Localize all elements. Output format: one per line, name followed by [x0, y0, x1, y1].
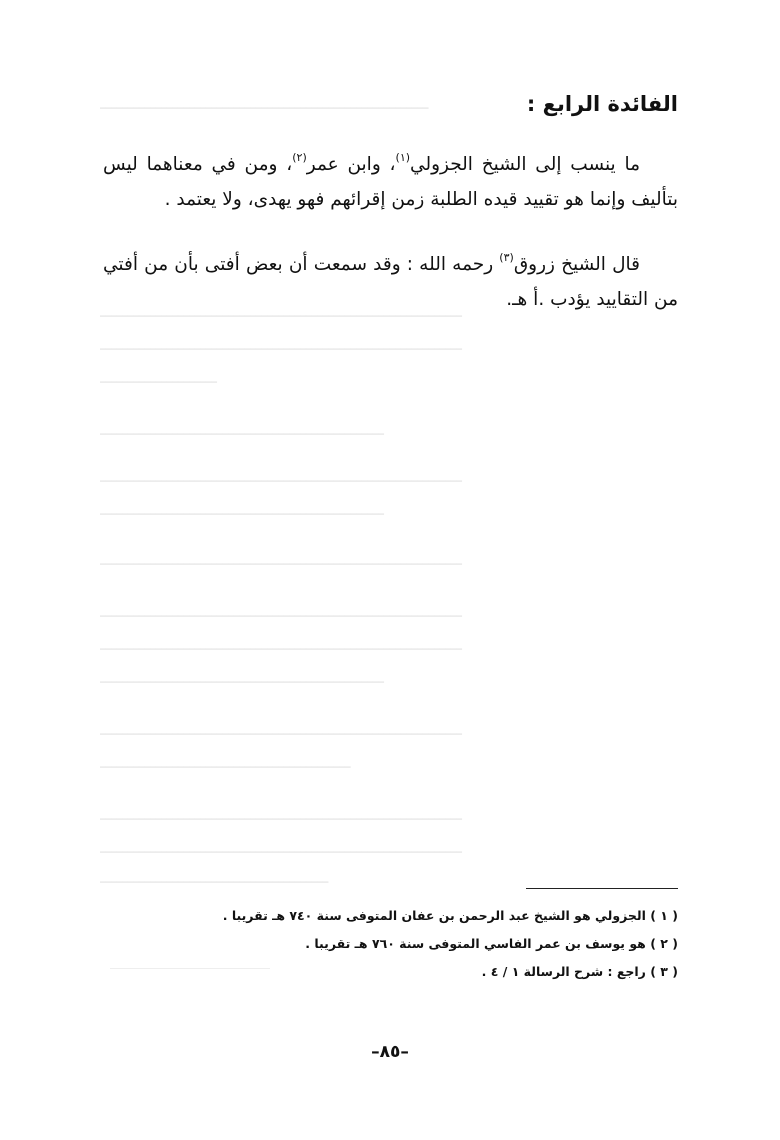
section-heading: الفائدة الرابع : — [526, 92, 678, 116]
paragraph-text: ، ومن في معناهما ليس بتأليف وإنما هو تقييد قيده الطلبة زمن إقرائهم فهو يهدى، ولا يعتمد . — [103, 154, 678, 210]
paragraph-text: ، وابن عمر — [306, 154, 396, 175]
footnote-marker-3: (٣) — [499, 251, 514, 264]
footnote-3: ( ٣ ) راجع : شرح الرسالة ١ / ٤ . — [481, 964, 678, 979]
body-paragraph-2 — [103, 247, 678, 317]
footnote-separator — [526, 888, 678, 889]
footnote-2: ( ٢ ) هو يوسف بن عمر الفاسي المتوفى سنة ٧٦٠ هـ تقريبا . — [305, 936, 678, 951]
paragraph-text: قال الشيخ زروق — [513, 254, 640, 275]
footnote-marker-2: (٢) — [292, 151, 307, 164]
document-page: ـــــــــــــــــــــــــــــــــــــــــــــــــــــــــــ ـــــــــــــــــــــــــــــــــــــــــــــــــــــــــــــــــ ـــــــــــــــــــــــــــــــــــــــــــــــــــــــــــــــــ ـــــــــــــــــــــ ـــــــــــــــــــــــــــــــــــــــــــــــــــ ـــــــــــــــــــــــــــــــــــــــــــــــــــــــــــــــــ ـــــــــــــــــــــــــــــــــــــــــــــــــــ ـــــــــــــــــــــــــــــــــــــــــــــــــــــــــــــــــ ـــــــــــــــــــــــــــــــــــــــــــــــــــــــــــــــــ ـــــــــــــــــــــــــــــــــــــــــــــــــــــــــــــــــ ـــــــــــــــــــــــــــــــــــــــــــــــــــ ـــــــــــــــــــــــــــــــــــــــــــــــــــــــــــــــــ ـــــــــــــــــــــــــــــــــــــــــــــ ـــــــــــــــــــــــــــــــــــــــــــــــــــــــــــــــــ ـــــــــــــــــــــــــــــــــــــــــــــــــــــــــــــــــ ـــــــــــــــــــــــــــــــــــــــــ الفائدة الرابع : ما ينسب إلى الشيخ الجزولي$^{(١)}$، وابن عمر$^{(٢)}$، ومن في معناهما ليس بتأليف وإنما هو تقييد قيده الطلبة زمن إقرائهم فهو يهدى، ولا يعتمد . قال الشيخ زروق$^{(٣)}$ رحمه الله : وقد سمعت أن بعض أفتى بأن من أفتي من التقاييد يؤدب .أ هـ. ( ١ ) الجزولي هو الشيخ عبد الرحمن بن عفان المتوفى سنة ٧٤٠ هـ تقريبا . ( ٢ ) هو يوسف بن عمر الفاسي المتوفى سنة ٧٦٠ هـ تقريبا . ( ٣ ) راجع : شرح الرسالة ١ / ٤ . –٨٥– — [0, 0, 780, 1140]
footnote-marker-1: (١) — [395, 151, 411, 164]
page-number: –٨٥– — [371, 1042, 409, 1062]
paragraph-text: رحمه الله : وقد سمعت أن بعض أفتى بأن من أفتي من التقاييد يؤدب .أ هـ. — [103, 254, 678, 310]
footnotes — [98, 902, 678, 986]
body-paragraph-1 — [103, 147, 678, 217]
paragraph-text: ما ينسب إلى الشيخ الجزولي — [410, 154, 640, 175]
footnote-1: ( ١ ) الجزولي هو الشيخ عبد الرحمن بن عفان المتوفى سنة ٧٤٠ هـ تقريبا . — [222, 908, 678, 923]
